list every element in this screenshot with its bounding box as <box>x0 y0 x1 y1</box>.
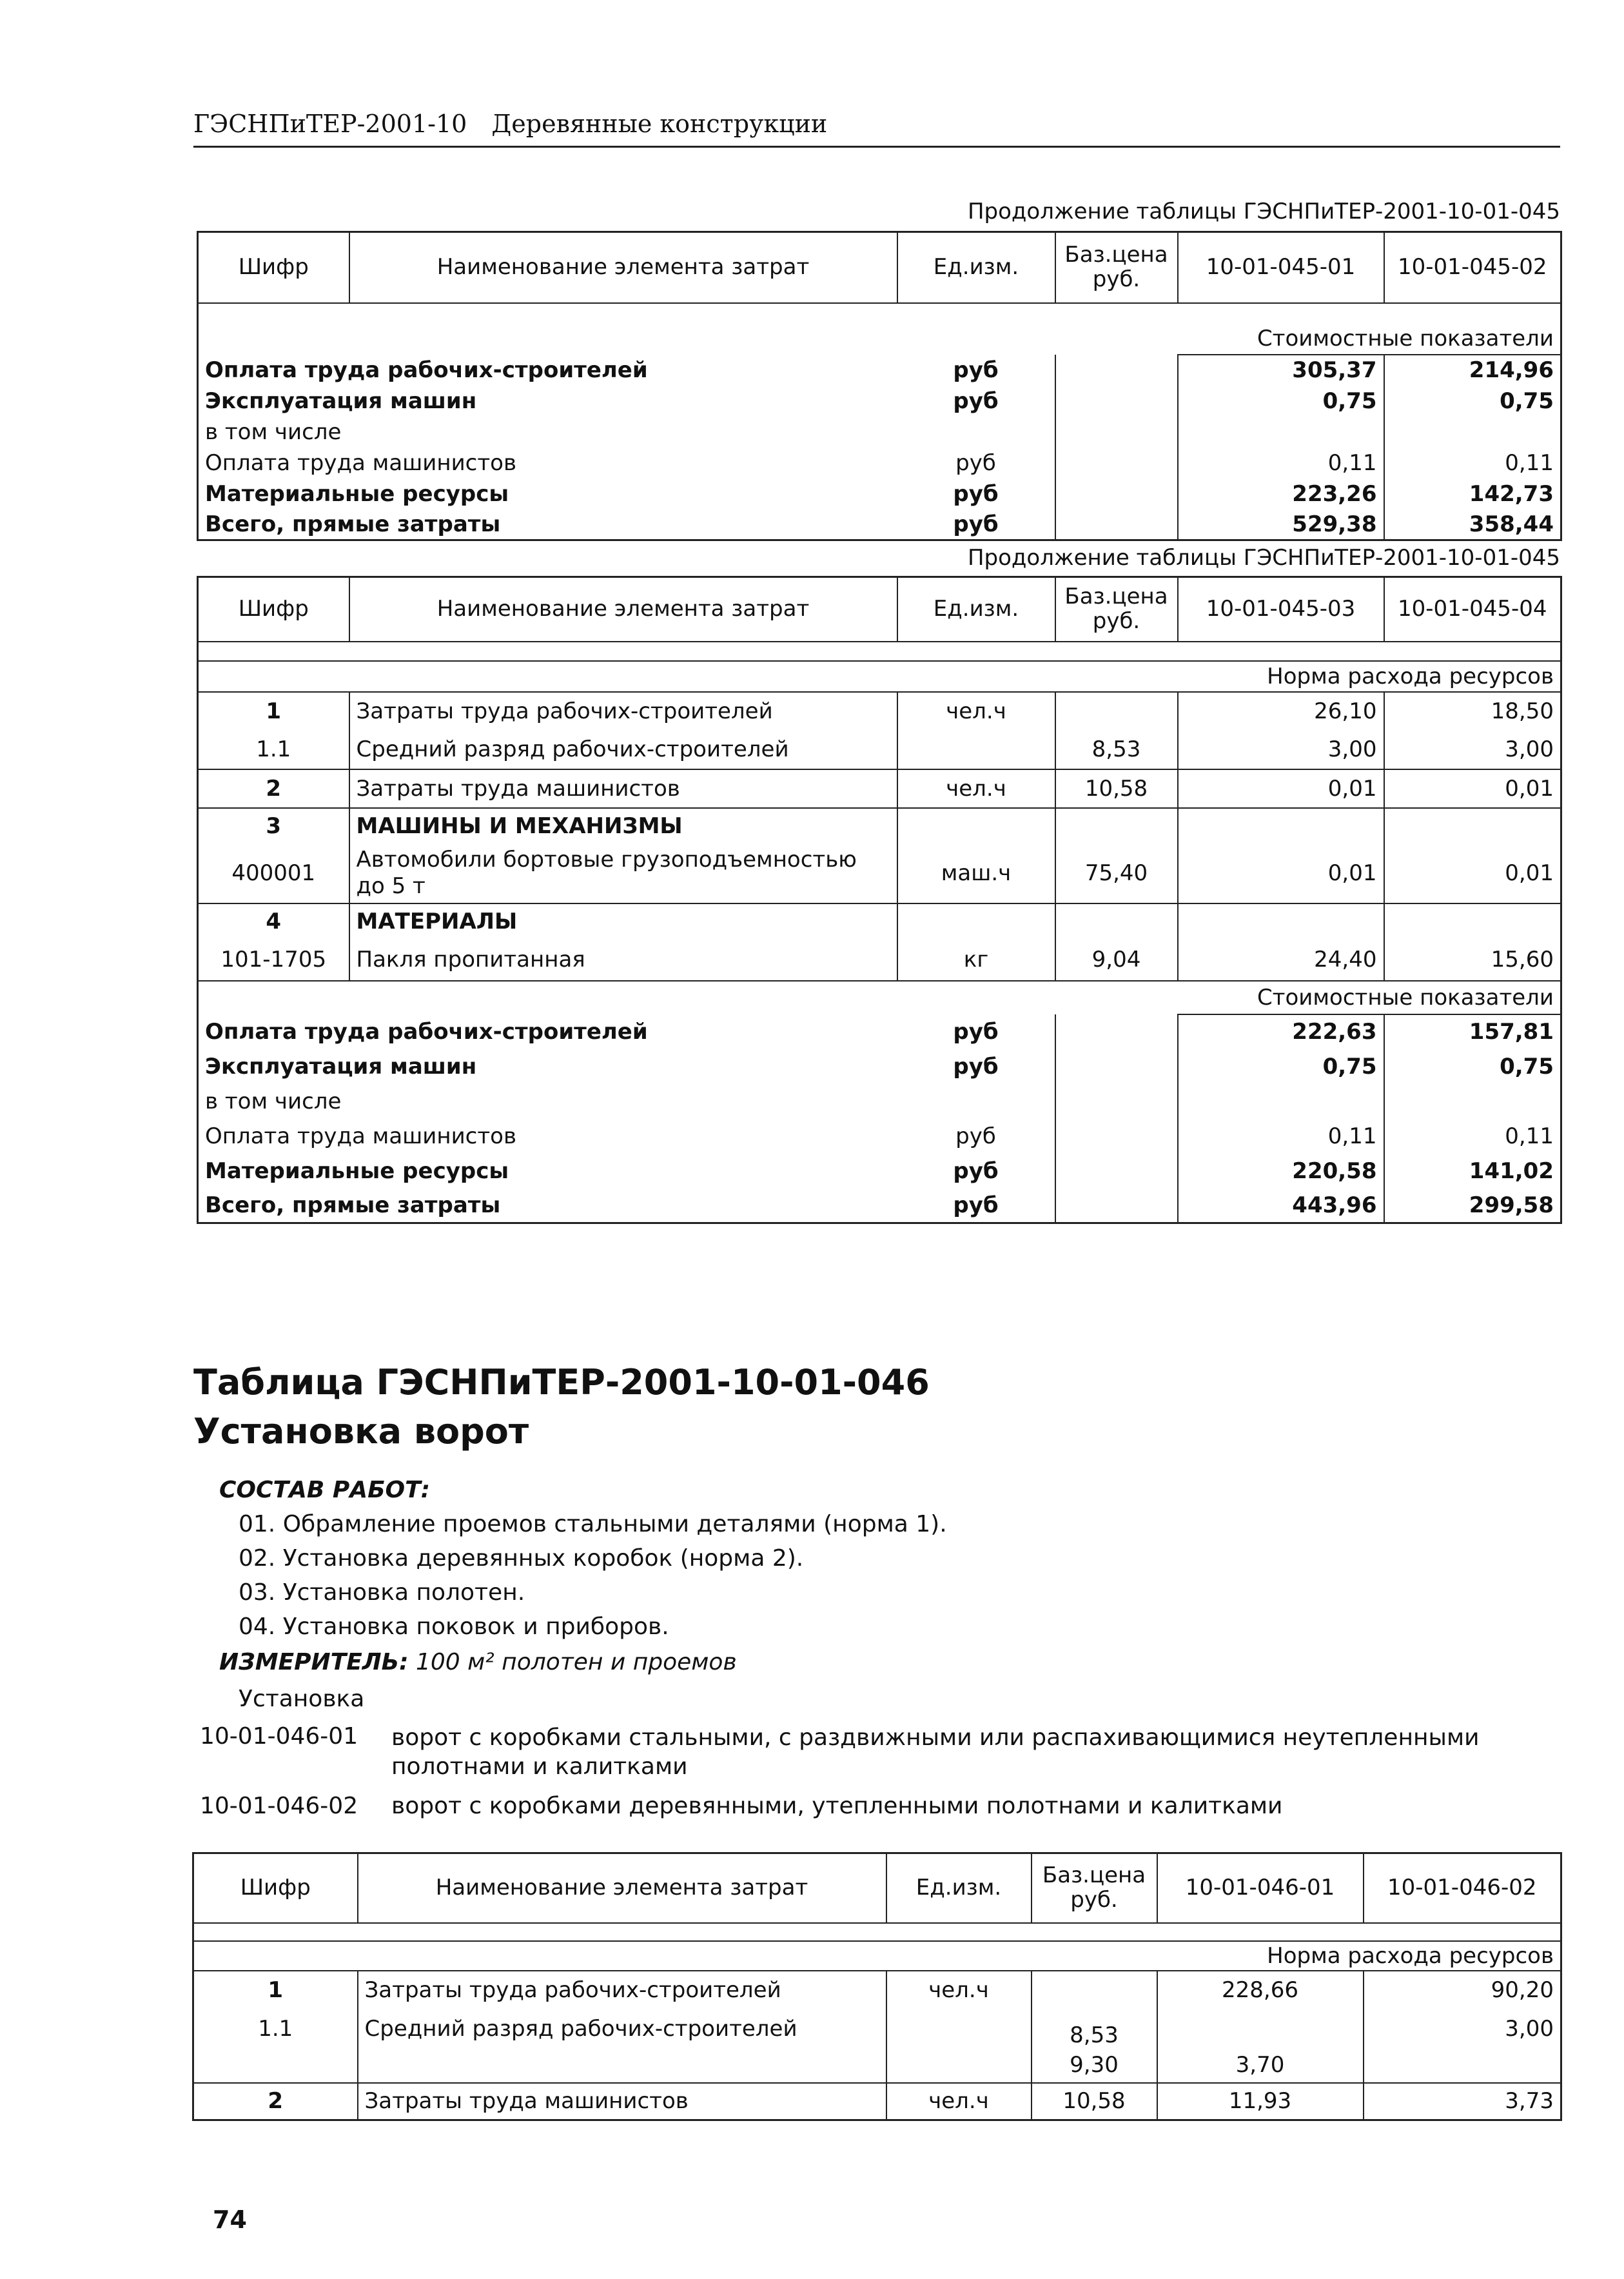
col-price-header: Баз.цена руб. <box>1055 232 1178 303</box>
row-value-1: 24,40 <box>1178 940 1384 981</box>
row-unit: руб <box>897 1119 1055 1154</box>
col-unit-header: Ед.изм. <box>897 232 1055 303</box>
row-name: Материальные ресурсы <box>205 1158 509 1184</box>
table1-header-row <box>198 232 1561 303</box>
row-value-2: 141,02 <box>1469 1158 1554 1184</box>
row-price: 9,04 <box>1055 940 1178 981</box>
col-v2-header: 10-01-046-02 <box>1364 1853 1561 1923</box>
col-v1-header: 10-01-045-03 <box>1178 577 1384 642</box>
col-unit-header: Ед.изм. <box>886 1853 1032 1923</box>
row-name: Средний разряд рабочих-строителей <box>349 731 897 769</box>
row-name: Оплата труда рабочих-строителей <box>205 357 648 383</box>
table-row <box>198 940 1561 981</box>
row-value-2: 0,01 <box>1384 769 1561 808</box>
row-unit: чел.ч <box>897 692 1055 731</box>
row-value-1: 3,00 <box>1178 731 1384 769</box>
row-value-2: 0,01 <box>1384 844 1561 903</box>
row-code: 1 <box>193 1971 358 2009</box>
col-v1-header: 10-01-045-01 <box>1178 232 1384 303</box>
row-code: 1 <box>198 692 349 731</box>
table-row <box>198 844 1561 903</box>
works-heading: СОСТАВ РАБОТ: <box>219 1477 431 1503</box>
table-row <box>198 769 1561 808</box>
row-value-1: 26,10 <box>1178 692 1384 731</box>
row-name: в том числе <box>205 1088 342 1114</box>
table3-section-row <box>193 1941 1561 1971</box>
table1 <box>197 231 1562 541</box>
col-code-header: Шифр <box>198 577 349 642</box>
row-value-1: 0,75 <box>1178 386 1384 417</box>
work-item: 03. Установка полотен. <box>239 1579 525 1606</box>
table-row <box>198 1119 1561 1154</box>
row-value-2: 3,00 <box>1505 2015 1554 2042</box>
row-value-1: 228,66 <box>1157 1971 1364 2009</box>
table-row <box>198 808 1561 844</box>
table-row <box>198 1049 1561 1084</box>
col-unit-header: Ед.изм. <box>897 577 1055 642</box>
code-item-code: 10-01-046-01 <box>200 1723 358 1750</box>
table1-caption: Продолжение таблицы ГЭСНПиТЕР-2001-10-01-045 <box>967 199 1560 224</box>
row-unit <box>897 731 1055 769</box>
row-name: Всего, прямые затраты <box>205 1192 501 1218</box>
row-price <box>1055 692 1178 731</box>
row-value-2: 18,50 <box>1491 698 1554 724</box>
table-row <box>198 903 1561 940</box>
row-unit: руб <box>897 1049 1055 1084</box>
table1-section-row <box>198 324 1561 355</box>
code-item-desc: ворот с коробками деревянными, утепленными полотнами и калитками <box>391 1793 1283 1819</box>
page-number: 74 <box>213 2205 247 2234</box>
row-value-2: 15,60 <box>1384 940 1561 981</box>
row-value-1: 529,38 <box>1178 509 1384 540</box>
row-name <box>358 2048 886 2083</box>
row-code: 2 <box>193 2083 358 2120</box>
row-unit: кг <box>897 940 1055 981</box>
row-unit: руб <box>897 1189 1055 1223</box>
code-item-code: 10-01-046-02 <box>200 1793 358 1819</box>
row-value-1: 222,63 <box>1178 1014 1384 1049</box>
row-unit <box>886 2009 1032 2048</box>
col-name-header: Наименование элемента затрат <box>349 232 897 303</box>
table2 <box>197 576 1562 1224</box>
row-name: Всего, прямые затраты <box>205 511 501 537</box>
row-price: 10,58 <box>1055 769 1178 808</box>
work-item: 02. Установка деревянных коробок (норма 2). <box>239 1545 804 1572</box>
row-price: 8,53 <box>1055 731 1178 769</box>
table-row <box>193 2009 1561 2048</box>
row-value-1: 305,37 <box>1178 355 1384 386</box>
row-value-2: 90,20 <box>1491 1977 1554 2003</box>
table-row <box>193 2048 1561 2083</box>
row-value-2: 157,81 <box>1469 1019 1554 1045</box>
meter-value: 100 м² полотен и проемов <box>415 1649 737 1675</box>
row-value-2: 3,73 <box>1505 2088 1554 2115</box>
meter-label: ИЗМЕРИТЕЛЬ: <box>219 1649 409 1675</box>
row-price: 8,53 <box>1032 2009 1157 2048</box>
install-label: Установка <box>239 1686 365 1712</box>
work-item: 04. Установка поковок и приборов. <box>239 1613 669 1640</box>
work-item: 01. Обрамление проемов стальными деталями (норма 1). <box>239 1511 947 1537</box>
row-value-2: 3,00 <box>1384 731 1561 769</box>
row-value-2: 0,75 <box>1500 1053 1554 1080</box>
table-row <box>193 2083 1561 2120</box>
row-code <box>193 2048 358 2083</box>
row-name: Пакля пропитанная <box>349 940 897 981</box>
table3 <box>192 1852 1562 2121</box>
row-unit: маш.ч <box>897 844 1055 903</box>
row-value-1: 0,75 <box>1178 1049 1384 1084</box>
table-row <box>198 692 1561 731</box>
col-v1-header: 10-01-046-01 <box>1157 1853 1364 1923</box>
table-row <box>198 509 1561 540</box>
row-unit: чел.ч <box>886 1971 1032 2009</box>
table-row <box>198 478 1561 509</box>
col-v2-header: 10-01-045-04 <box>1384 577 1561 642</box>
running-header <box>193 110 1560 148</box>
table-subtitle: Установка ворот <box>193 1411 529 1452</box>
row-name: Эксплуатация машин <box>205 388 477 414</box>
table-row <box>198 417 1561 448</box>
row-code: 4 <box>198 903 349 940</box>
row-value-1: 443,96 <box>1178 1189 1384 1223</box>
row-value-2: 0,11 <box>1505 1123 1554 1149</box>
row-value-1: 0,11 <box>1178 1119 1384 1154</box>
col-name-header: Наименование элемента затрат <box>349 577 897 642</box>
row-name: Средний разряд рабочих-строителей <box>358 2009 886 2048</box>
row-price <box>1032 1971 1157 2009</box>
row-name: Затраты труда машинистов <box>349 769 897 808</box>
col-name-header: Наименование элемента затрат <box>358 1853 886 1923</box>
row-code: 400001 <box>198 844 349 903</box>
col-price-header: Баз.цена руб. <box>1055 577 1178 642</box>
row-name: Эксплуатация машин <box>205 1053 477 1080</box>
row-value-1: 11,93 <box>1157 2083 1364 2120</box>
row-unit: руб <box>897 386 1055 417</box>
row-value-1: 223,26 <box>1178 478 1384 509</box>
col-code-header: Шифр <box>193 1853 358 1923</box>
row-value-2: 0,75 <box>1500 388 1554 414</box>
row-code: 2 <box>198 769 349 808</box>
table2-cost-section-row <box>198 981 1561 1014</box>
table2-section-row <box>198 661 1561 692</box>
col-code-header: Шифр <box>198 232 349 303</box>
meter-line <box>219 1649 737 1675</box>
row-price: 75,40 <box>1055 844 1178 903</box>
row-value-1: 0,11 <box>1178 448 1384 478</box>
row-code: 3 <box>198 808 349 844</box>
section-label: Стоимостные показатели <box>1178 981 1561 1014</box>
row-name: Оплата труда машинистов <box>205 449 517 476</box>
row-unit: руб <box>897 478 1055 509</box>
row-name: в том числе <box>205 419 342 445</box>
row-value-2: 0,11 <box>1505 449 1554 476</box>
row-unit: руб <box>897 1014 1055 1049</box>
row-name: Оплата труда машинистов <box>205 1123 517 1149</box>
table-row <box>193 1971 1561 2009</box>
row-name: МАТЕРИАЛЫ <box>349 903 897 940</box>
table3-header-row <box>193 1853 1561 1923</box>
row-value-1: 220,58 <box>1178 1154 1384 1189</box>
row-name: Затраты труда машинистов <box>358 2083 886 2120</box>
section-label: Норма расхода ресурсов <box>1157 1941 1561 1971</box>
row-code: 101-1705 <box>198 940 349 981</box>
row-price: 10,58 <box>1032 2083 1157 2120</box>
section-label: Стоимостные показатели <box>1178 324 1561 355</box>
table-row <box>198 1154 1561 1189</box>
table-title: Таблица ГЭСНПиТЕР-2001-10-01-046 <box>193 1362 930 1403</box>
table2-header-row <box>198 577 1561 642</box>
table-row <box>198 355 1561 386</box>
table-row <box>198 386 1561 417</box>
table2-caption: Продолжение таблицы ГЭСНПиТЕР-2001-10-01-045 <box>967 545 1560 571</box>
row-unit: руб <box>897 509 1055 540</box>
row-value-2: 214,96 <box>1469 357 1554 383</box>
row-price: 9,30 <box>1032 2048 1157 2083</box>
row-name: Материальные ресурсы <box>205 480 509 507</box>
table-row <box>198 1189 1561 1223</box>
publication-code: ГЭСНПиТЕР-2001-10 <box>193 110 467 138</box>
row-code: 1.1 <box>198 731 349 769</box>
table-row <box>198 448 1561 478</box>
row-value-1 <box>1157 2009 1364 2048</box>
col-price-header: Баз.цена руб. <box>1032 1853 1157 1923</box>
row-unit <box>886 2048 1032 2083</box>
row-unit: чел.ч <box>897 769 1055 808</box>
row-value-2: 299,58 <box>1469 1192 1554 1218</box>
section-name: Деревянные конструкции <box>491 110 828 138</box>
row-name: Оплата труда рабочих-строителей <box>205 1018 648 1045</box>
row-value-1: 3,70 <box>1157 2048 1364 2083</box>
row-value-2: 358,44 <box>1469 511 1554 537</box>
row-name: Автомобили бортовые грузоподъемностью до 5 т <box>349 844 897 903</box>
row-code: 1.1 <box>193 2009 358 2048</box>
table-row <box>198 1084 1561 1119</box>
table-row <box>198 1014 1561 1049</box>
row-unit: руб <box>897 355 1055 386</box>
row-unit: чел.ч <box>886 2083 1032 2120</box>
col-v2-header: 10-01-045-02 <box>1384 232 1561 303</box>
row-unit: руб <box>897 448 1055 478</box>
code-item-desc: ворот с коробками стальными, с раздвижными или распахивающимися неутепленными полотнами и калитками <box>391 1724 1480 1780</box>
row-value-1: 0,01 <box>1178 769 1384 808</box>
row-unit: руб <box>897 1154 1055 1189</box>
row-value-1: 0,01 <box>1178 844 1384 903</box>
row-name: Затраты труда рабочих-строителей <box>358 1971 886 2009</box>
table-row <box>198 731 1561 769</box>
row-name: МАШИНЫ И МЕХАНИЗМЫ <box>349 808 897 844</box>
section-label: Норма расхода ресурсов <box>1178 661 1561 692</box>
row-value-2: 142,73 <box>1469 480 1554 507</box>
row-value-2 <box>1364 2048 1561 2083</box>
row-name: Затраты труда рабочих-строителей <box>349 692 897 731</box>
